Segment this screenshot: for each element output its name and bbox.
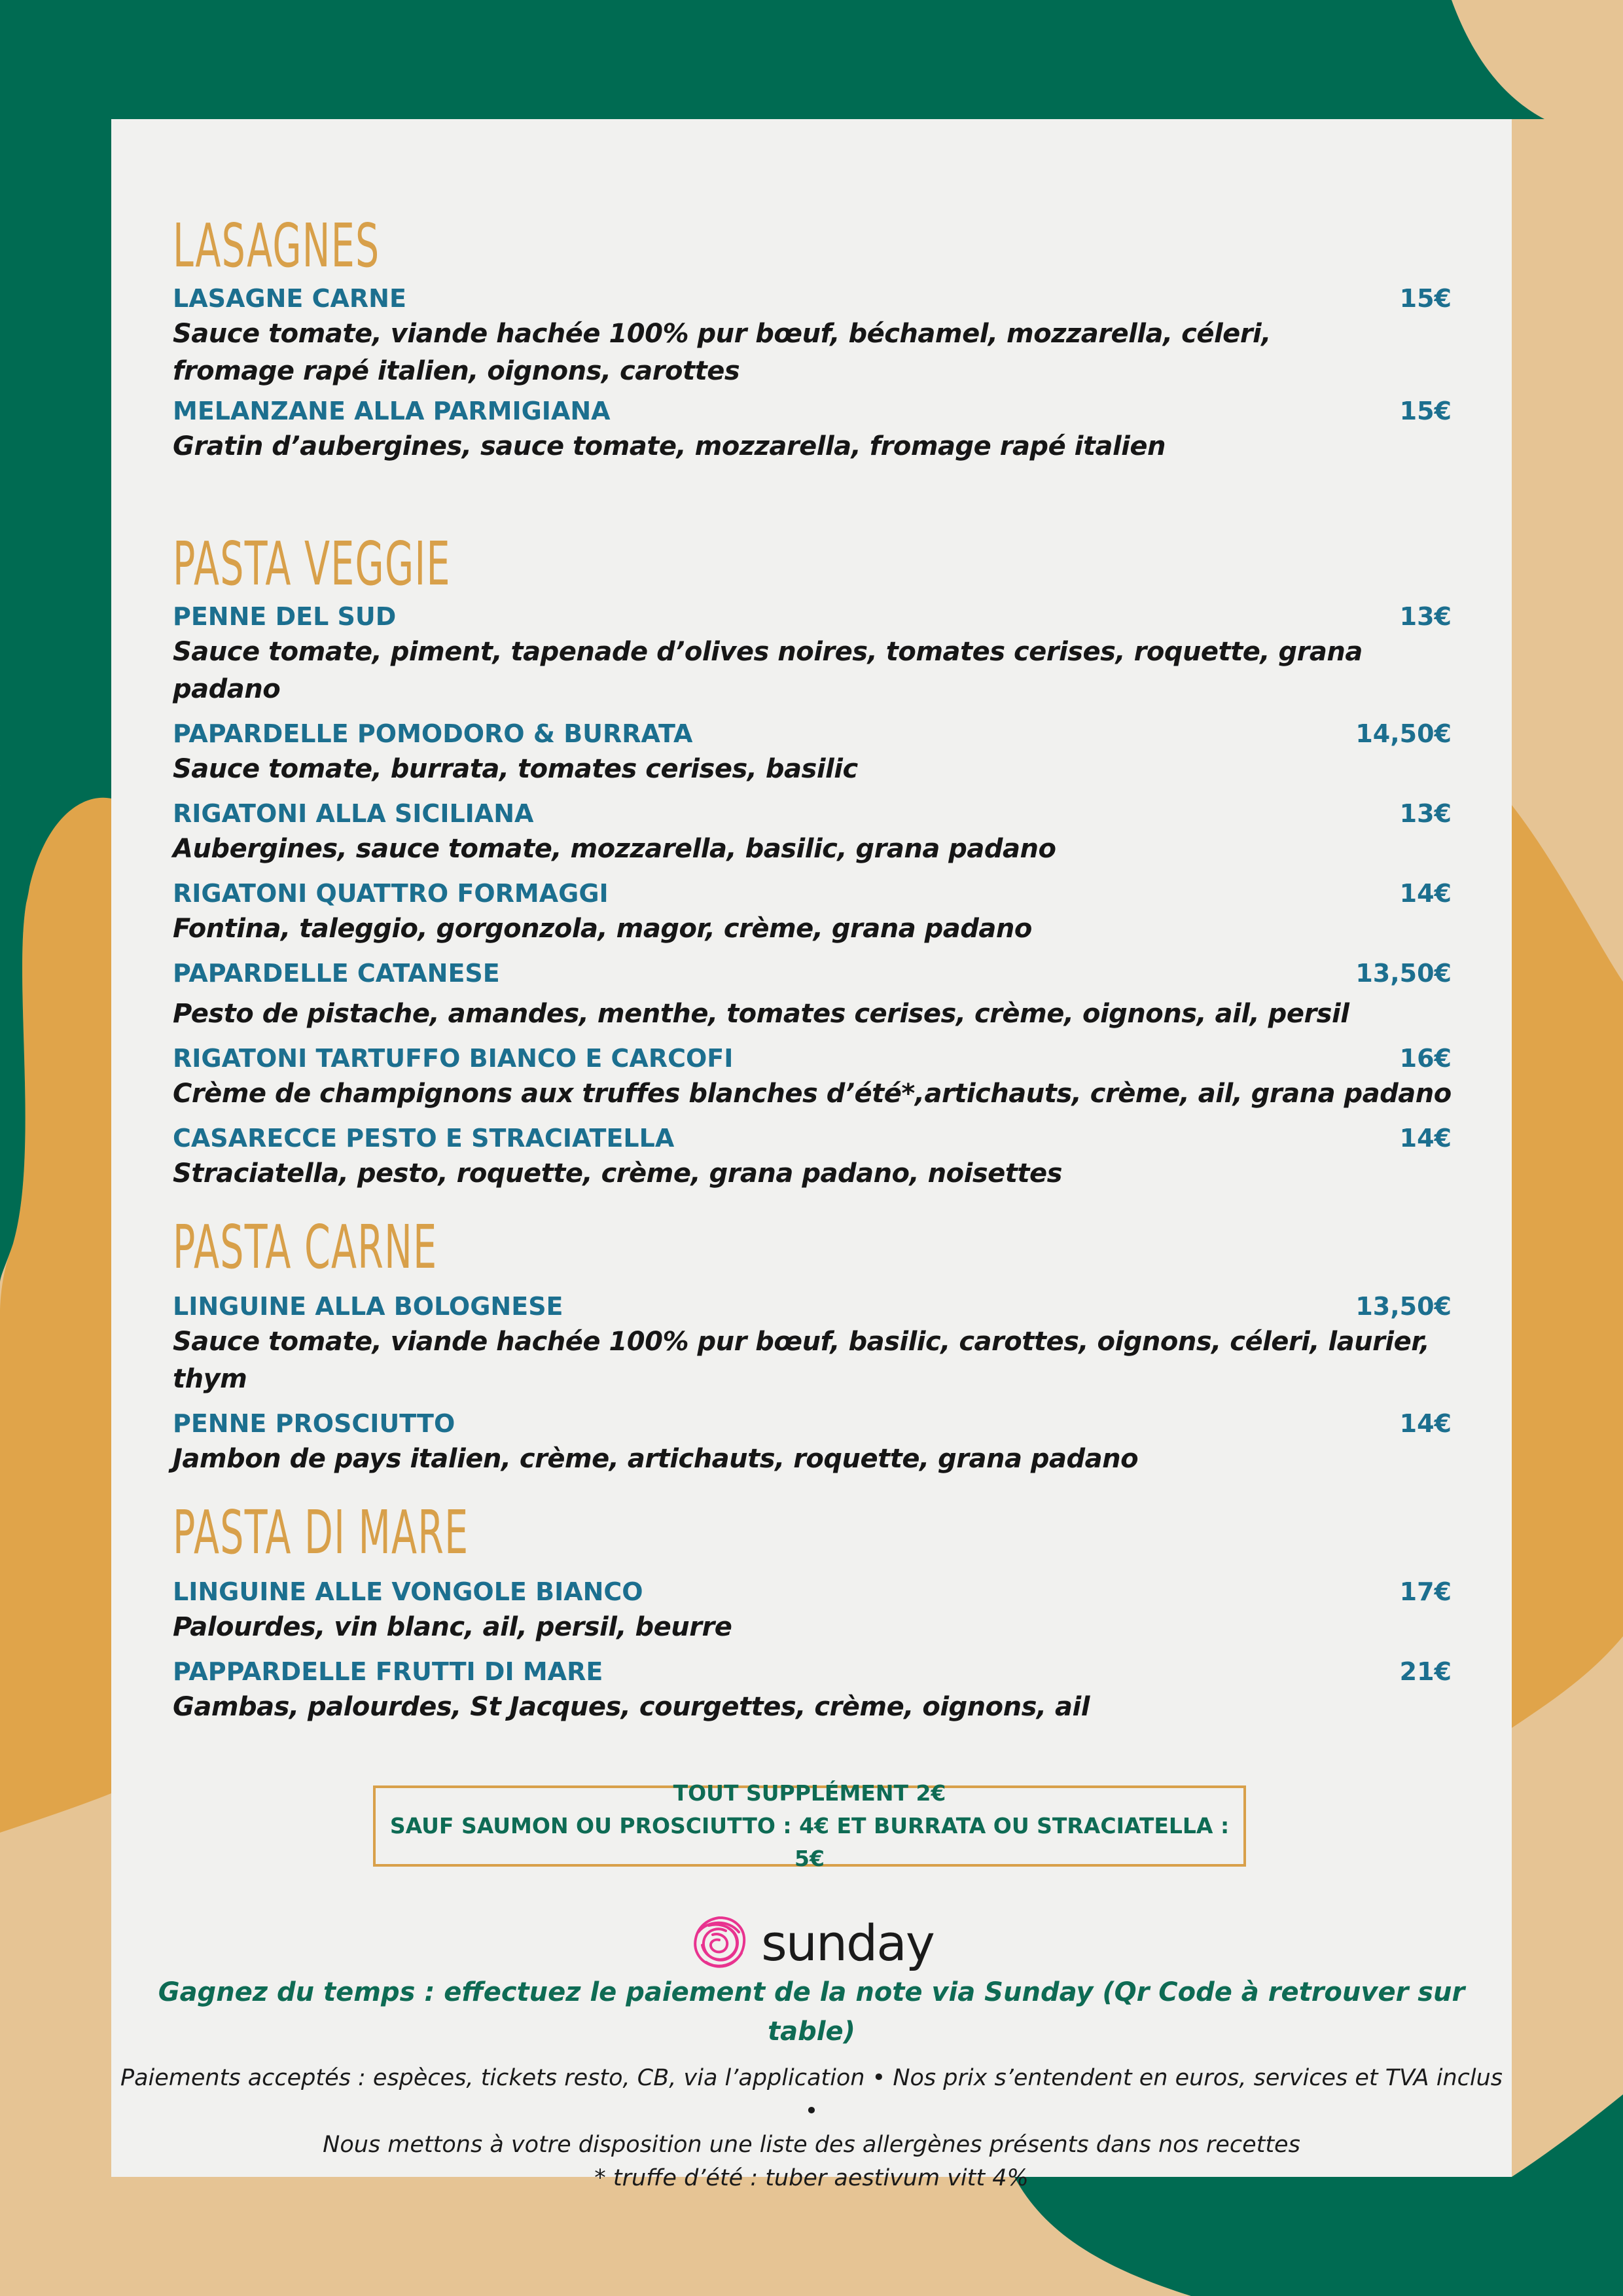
footer-line3: * truffe d’été : tuber aestivum vitt 4% [594, 2165, 1029, 2191]
menu-item [173, 1041, 1452, 1113]
section-lasagnes [173, 211, 1452, 465]
menu-item [173, 1575, 1452, 1646]
footer-notes [111, 2062, 1512, 2195]
section-title: LASAGNES [173, 211, 380, 281]
item-price: 17€ [1399, 1577, 1452, 1606]
item-price: 13€ [1399, 602, 1452, 631]
section-pasta-di-mare [173, 1498, 1452, 1726]
menu-item [173, 1407, 1452, 1478]
item-description-line2: fromage rapé italien, oignons, carottes [173, 356, 740, 386]
item-price: 13,50€ [1355, 1292, 1452, 1321]
sunday-logo [111, 1910, 1512, 1975]
item-description: Palourdes, vin blanc, ail, persil, beurre [173, 1612, 732, 1642]
menu-paper [111, 119, 1512, 2191]
item-name: PAPARDELLE POMODORO & BURRATA [173, 719, 693, 748]
item-description: Sauce tomate, burrata, tomates cerises, basilic [173, 754, 858, 784]
menu-item [173, 717, 1452, 788]
supplement-line2: SAUF SAUMON OU PROSCIUTTO : 4€ ET BURRATA OU STRACIATELLA : 5€ [389, 1813, 1230, 1871]
item-description: Gratin d’aubergines, sauce tomate, mozzarella, fromage rapé italien [173, 431, 1166, 461]
item-price: 14€ [1399, 1124, 1452, 1153]
menu-item [173, 797, 1452, 868]
item-name: LASAGNE CARNE [173, 284, 406, 313]
payment-tagline: Gagnez du temps : effectuez le paiement de la note via Sunday (Qr Code à retrouver sur table) [158, 1977, 1465, 2047]
item-description: Sauce tomate, piment, tapenade d’olives noires, tomates cerises, roquette, grana padano [173, 637, 1363, 704]
menu-item [173, 956, 1452, 1033]
item-price: 13€ [1399, 799, 1452, 828]
sunday-logo-text: sunday [761, 1913, 934, 1972]
section-pasta-carne [173, 1212, 1452, 1478]
item-name: RIGATONI ALLA SICILIANA [173, 799, 534, 828]
scribble-logo-icon [689, 1912, 749, 1973]
item-name: CASARECCE PESTO E STRACIATELLA [173, 1124, 675, 1153]
item-price: 13,50€ [1355, 959, 1452, 988]
item-name: LINGUINE ALLA BOLOGNESE [173, 1292, 563, 1321]
menu-item [173, 600, 1452, 708]
supplement-line1: TOUT SUPPLÉMENT 2€ [673, 1780, 946, 1806]
item-description: Pesto de pistache, amandes, menthe, tomates cerises, crème, oignons, ail, persil [173, 999, 1349, 1029]
menu-item [173, 281, 1452, 390]
item-description: Crème de champignons aux truffes blanches d’été*,artichauts, crème, ail, grana padano [173, 1079, 1452, 1109]
supplement-box [373, 1780, 1246, 1871]
section-pasta-veggie [173, 529, 1452, 1193]
footer-line1: Paiements acceptés : espèces, tickets resto, CB, via l’application • Nos prix s’entendent en euros, services et TVA inclus • [120, 2065, 1503, 2125]
item-name: PENNE DEL SUD [173, 602, 397, 631]
menu-item [173, 1655, 1452, 1726]
item-name: PAPPARDELLE FRUTTI DI MARE [173, 1657, 603, 1686]
item-description: Gambas, palourdes, St Jacques, courgettes, crème, oignons, ail [173, 1692, 1090, 1722]
item-name: PENNE PROSCIUTTO [173, 1409, 455, 1438]
item-description: Sauce tomate, viande hachée 100% pur bœuf, basilic, carottes, oignons, céleri, laurier, thym [173, 1327, 1430, 1394]
menu-item [173, 1289, 1452, 1398]
item-price: 16€ [1399, 1044, 1452, 1073]
item-price: 21€ [1399, 1657, 1452, 1686]
item-price: 14€ [1399, 1409, 1452, 1438]
item-description: Fontina, taleggio, gorgonzola, magor, crème, grana padano [173, 914, 1032, 944]
section-title: PASTA VEGGIE [173, 529, 451, 599]
item-price: 14€ [1399, 879, 1452, 908]
footer-line2: Nous mettons à votre disposition une liste des allergènes présents dans nos recettes [323, 2132, 1300, 2158]
item-name: MELANZANE ALLA PARMIGIANA [173, 397, 611, 425]
menu-item [173, 1121, 1452, 1193]
item-price: 14,50€ [1355, 719, 1452, 748]
menu-item [173, 876, 1452, 948]
item-price: 15€ [1399, 397, 1452, 425]
item-description: Aubergines, sauce tomate, mozzarella, basilic, grana padano [173, 834, 1056, 864]
item-name: RIGATONI TARTUFFO BIANCO E CARCOFI [173, 1044, 734, 1073]
item-description: Straciatella, pesto, roquette, crème, grana padano, noisettes [173, 1158, 1062, 1189]
item-name: LINGUINE ALLE VONGOLE BIANCO [173, 1577, 643, 1606]
item-description: Sauce tomate, viande hachée 100% pur bœuf, béchamel, mozzarella, céleri, [173, 319, 1271, 349]
item-name: PAPARDELLE CATANESE [173, 959, 500, 988]
menu-item [173, 394, 1452, 465]
item-description: Jambon de pays italien, crème, artichauts, roquette, grana padano [173, 1444, 1139, 1474]
section-title: PASTA CARNE [173, 1212, 438, 1282]
item-name: RIGATONI QUATTRO FORMAGGI [173, 879, 609, 908]
section-title: PASTA DI MARE [173, 1498, 469, 1568]
item-price: 15€ [1399, 284, 1452, 313]
